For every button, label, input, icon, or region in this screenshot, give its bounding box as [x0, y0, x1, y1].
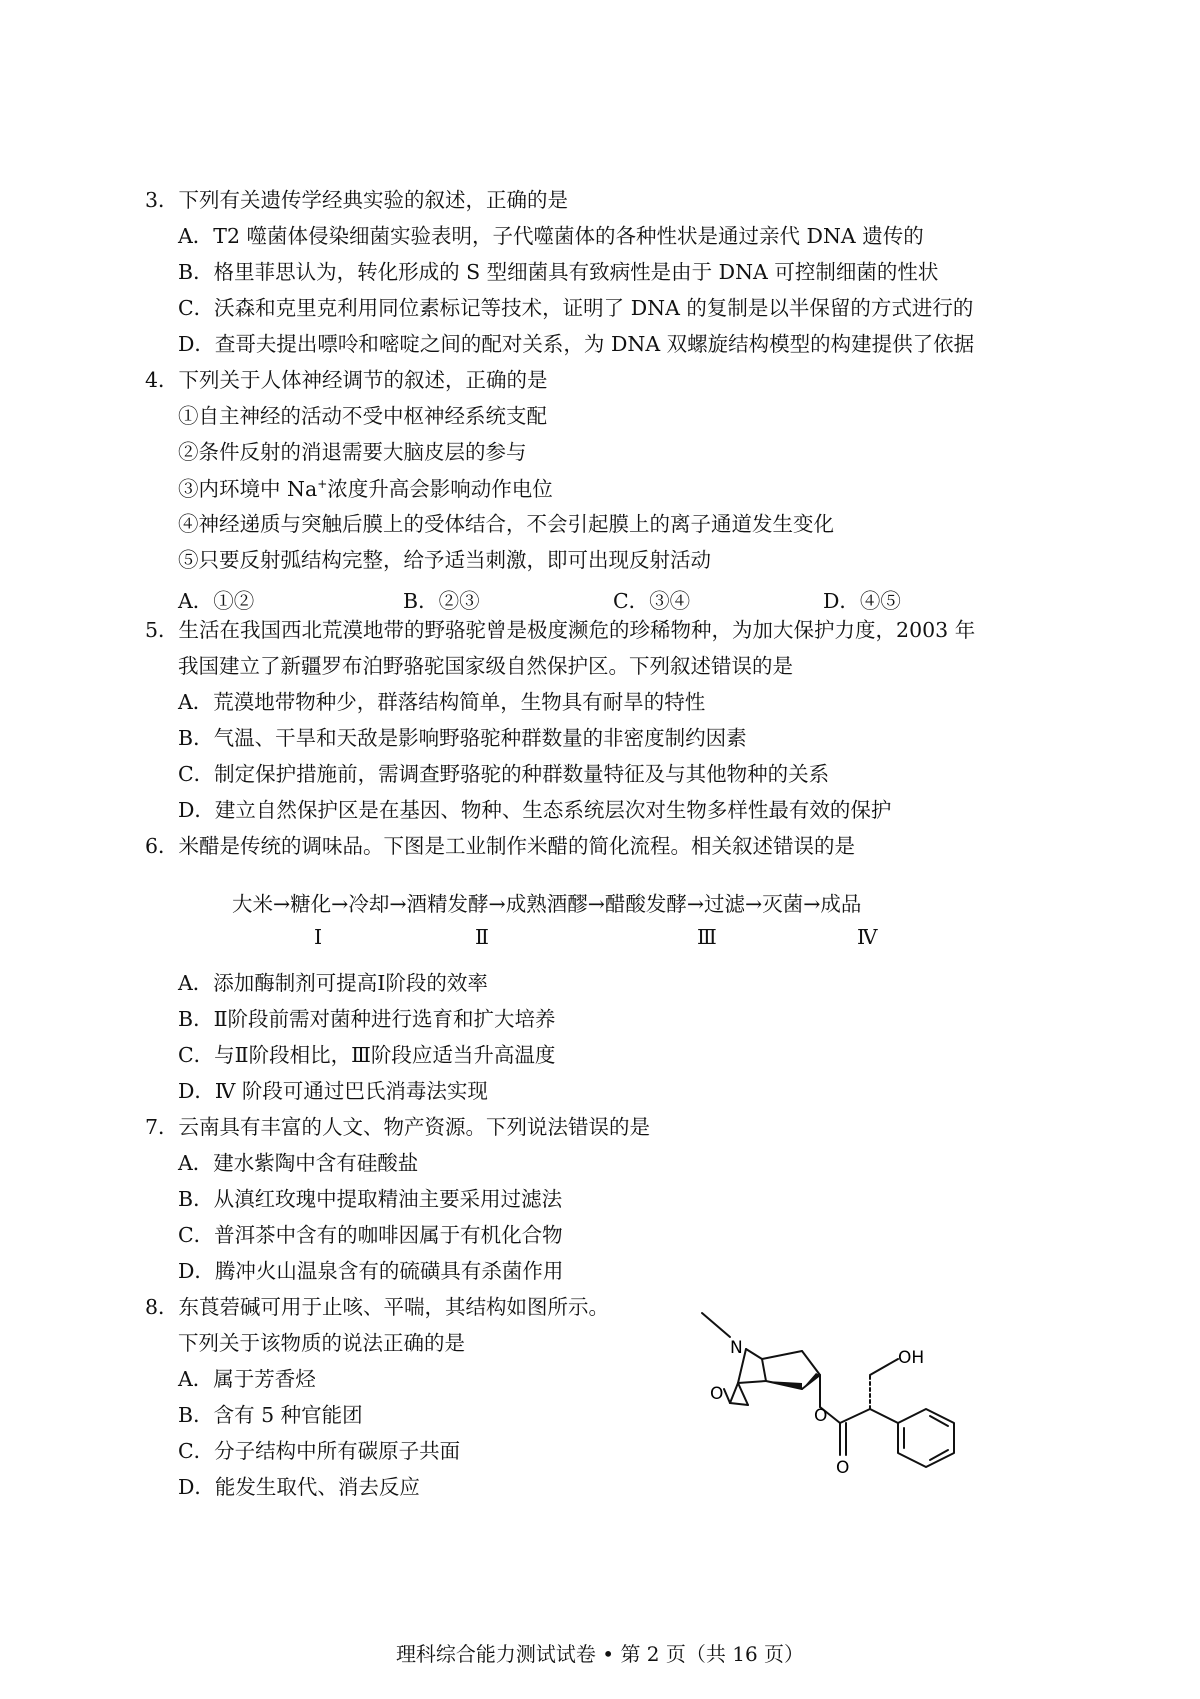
page-footer: 理科综合能力测试试卷 • 第 2 页（共 16 页）	[395, 1642, 805, 1666]
mol-label-oh: OH	[898, 1348, 925, 1368]
q4-stem: 4．下列关于人体神经调节的叙述，正确的是	[145, 368, 548, 392]
bond-ch2-oh	[870, 1359, 898, 1375]
q4-option-c: C．③④	[613, 589, 691, 613]
q3-option-d: D．查哥夫提出嘌呤和嘧啶之间的配对关系，为 DNA 双螺旋结构模型的构建提供了依据	[178, 332, 975, 356]
q5-stem-line2: 我国建立了新疆罗布泊野骆驼国家级自然保护区。下列叙述错误的是	[178, 654, 793, 678]
q7-option-d: D．腾冲火山温泉含有的硫磺具有杀菌作用	[178, 1259, 564, 1283]
bond-epoxide-c	[738, 1383, 748, 1405]
phenyl-ring	[898, 1409, 954, 1467]
bond-calpha-phenyl	[870, 1409, 898, 1423]
q6-stem: 6．米醋是传统的调味品。下图是工业制作米醋的简化流程。相关叙述错误的是	[145, 834, 856, 858]
q6-stage-3: Ⅲ	[697, 925, 717, 949]
q3-option-a: A．T2 噬菌体侵染细菌实验表明，子代噬菌体的各种性状是通过亲代 DNA 遗传的	[178, 224, 924, 248]
bond-bridge	[762, 1359, 766, 1381]
q8-option-b: B．含有 5 种官能团	[178, 1403, 363, 1427]
q7-stem: 7．云南具有丰富的人文、物产资源。下列说法错误的是	[145, 1115, 651, 1139]
q3-option-c: C．沃森和克里克利用同位素标记等技术，证明了 DNA 的复制是以半保留的方式进行的	[178, 296, 974, 320]
q4-statement-5: ⑤只要反射弧结构完整，给予适当刺激，即可出现反射活动	[178, 548, 711, 572]
mol-label-o-epoxide: O	[710, 1384, 724, 1404]
bond-epoxide-b	[724, 1389, 730, 1403]
q7-option-a: A．建水紫陶中含有硅酸盐	[178, 1151, 419, 1175]
wedge-bond-2	[802, 1373, 820, 1389]
q3-stem: 3．下列有关遗传学经典实验的叙述，正确的是	[145, 188, 569, 212]
bond-c1-c2	[762, 1351, 802, 1359]
bond-c2-c3	[802, 1351, 820, 1375]
q4-statement-1: ①自主神经的活动不受中枢神经系统支配	[178, 404, 547, 428]
q4-statement-3-pre: ③内环境中 Na	[178, 477, 318, 501]
q3-option-b: B．格里菲思认为，转化形成的 S 型细菌具有致病性是由于 DNA 可控制细菌的性状	[178, 260, 939, 284]
q8-option-a: A．属于芳香烃	[178, 1367, 316, 1391]
q4-option-a: A．①②	[178, 589, 255, 613]
q4-statement-3-sup: +	[317, 477, 328, 491]
q4-statement-3-post: 浓度升高会影响动作电位	[327, 477, 553, 501]
q6-stage-1: Ⅰ	[314, 925, 323, 949]
q5-option-b: B．气温、干旱和天敌是影响野骆驼种群数量的非密度制约因素	[178, 726, 747, 750]
q6-option-b: B．Ⅱ阶段前需对菌种进行选育和扩大培养	[178, 1007, 556, 1031]
q7-option-b: B．从滇红玫瑰中提取精油主要采用过滤法	[178, 1187, 563, 1211]
q6-stage-2: Ⅱ	[475, 925, 489, 949]
q6-flow-diagram: 大米→糖化→冷却→酒精发酵→成熟酒醪→醋酸发酵→过滤→灭菌→成品	[232, 892, 862, 916]
q8-stem-line1: 8．东莨菪碱可用于止咳、平喘，其结构如图所示。	[145, 1295, 610, 1319]
phenyl-double-3	[930, 1450, 948, 1460]
bond-c-calpha	[840, 1409, 870, 1423]
q6-option-c: C．与Ⅱ阶段相比，Ⅲ阶段应适当升高温度	[178, 1043, 556, 1067]
mol-label-n: N	[730, 1338, 743, 1358]
q4-statement-3	[178, 478, 553, 500]
bond-epoxide-a	[730, 1383, 738, 1403]
q5-stem-line1: 5．生活在我国西北荒漠地带的野骆驼曾是极度濒危的珍稀物种，为加大保护力度，2003 年	[145, 618, 976, 642]
q5-option-c: C．制定保护措施前，需调查野骆驼的种群数量特征及与其他物种的关系	[178, 762, 830, 786]
bond-epoxide-d	[730, 1403, 748, 1405]
q4-options	[178, 584, 1078, 613]
q6-option-a: A．添加酶制剂可提高Ⅰ阶段的效率	[178, 971, 488, 995]
q8-option-d: D．能发生取代、消去反应	[178, 1475, 420, 1499]
phenyl-double-2	[930, 1416, 948, 1426]
q8-option-c: C．分子结构中所有碳原子共面	[178, 1439, 461, 1463]
mol-label-o-ester: O	[814, 1406, 828, 1426]
bond-n-methyl	[702, 1313, 730, 1337]
q4-option-b: B．②③	[403, 589, 480, 613]
mol-label-o-carbonyl: O	[836, 1458, 850, 1478]
q6-stage-4: Ⅳ	[857, 925, 878, 949]
q7-option-c: C．普洱茶中含有的咖啡因属于有机化合物	[178, 1223, 563, 1247]
q5-option-d: D．建立自然保护区是在基因、物种、生态系统层次对生物多样性最有效的保护	[178, 798, 892, 822]
scopolamine-structure	[690, 1295, 1010, 1520]
q4-option-d: D．④⑤	[823, 589, 901, 613]
q4-statement-2: ②条件反射的消退需要大脑皮层的参与	[178, 440, 527, 464]
q6-option-d: D．Ⅳ 阶段可通过巴氏消毒法实现	[178, 1079, 488, 1103]
bond-n-c1	[746, 1349, 762, 1359]
q5-option-a: A．荒漠地带物种少，群落结构简单，生物具有耐旱的特性	[178, 690, 706, 714]
q4-statement-4: ④神经递质与突触后膜上的受体结合，不会引起膜上的离子通道发生变化	[178, 512, 834, 536]
q8-stem-line2: 下列关于该物质的说法正确的是	[178, 1331, 465, 1355]
bond-c5-c6	[738, 1381, 766, 1383]
